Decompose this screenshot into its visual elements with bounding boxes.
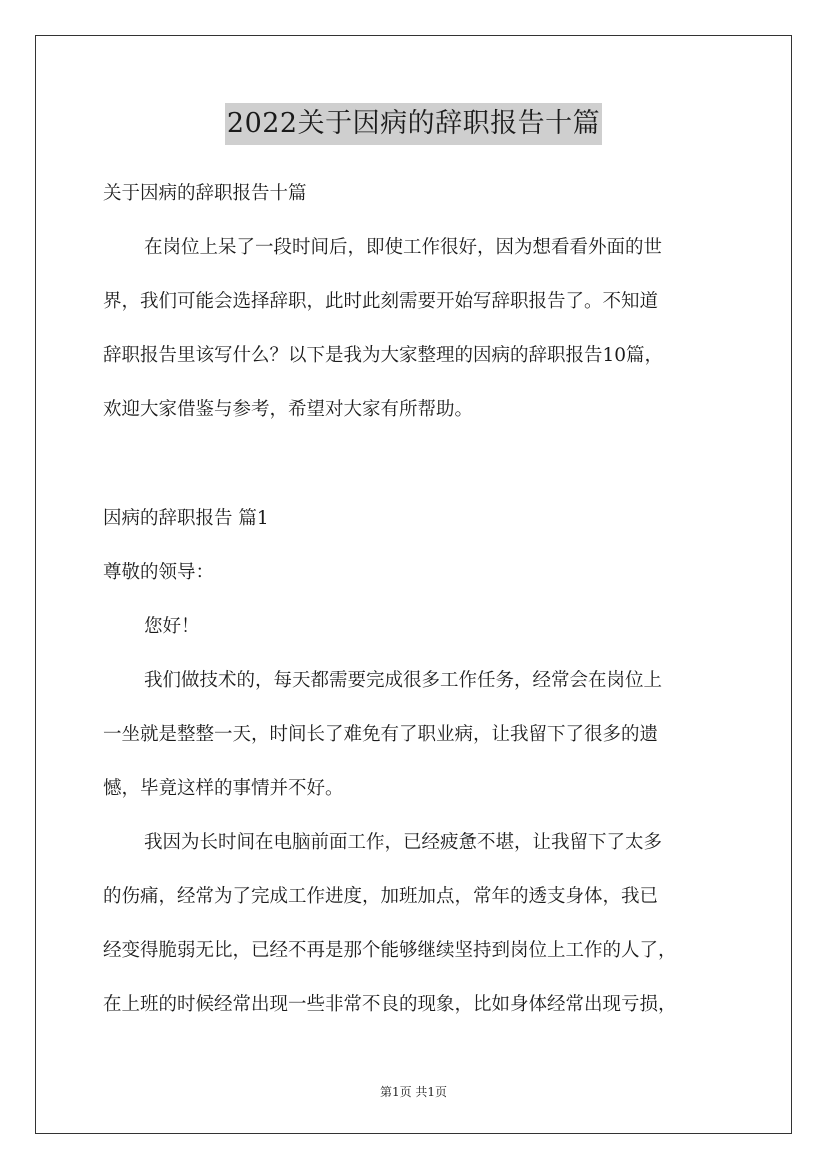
salutation: 尊敬的领导：: [103, 562, 215, 583]
document-subtitle: 关于因病的辞职报告十篇: [103, 183, 307, 204]
section-heading: 因病的辞职报告 篇1: [103, 508, 269, 529]
paragraph1-line-3: 憾，毕竟这样的事情并不好。: [103, 778, 344, 799]
page-number-footer: 第1页 共1页: [379, 1085, 448, 1099]
paragraph1-line-2: 一坐就是整整一天，时间长了难免有了职业病，让我留下了很多的遗: [103, 724, 659, 745]
paragraph2-line-3: 经变得脆弱无比，已经不再是那个能够继续坚持到岗位上工作的人了，: [103, 940, 677, 961]
paragraph2-line-1: 我因为长时间在电脑前面工作，已经疲惫不堪，让我留下了太多: [144, 832, 663, 853]
intro-line-4: 欢迎大家借鉴与参考，希望对大家有所帮助。: [103, 399, 474, 420]
intro-line-2: 界，我们可能会选择辞职，此时此刻需要开始写辞职报告了。不知道: [103, 291, 659, 312]
intro-line-1: 在岗位上呆了一段时间后，即使工作很好，因为想看看外面的世: [144, 237, 663, 258]
document-title: 2022关于因病的辞职报告十篇: [225, 103, 602, 145]
paragraph2-line-2: 的伤痛，经常为了完成工作进度，加班加点，常年的透支身体，我已: [103, 886, 659, 907]
greeting: 您好！: [144, 616, 200, 637]
paragraph1-line-1: 我们做技术的，每天都需要完成很多工作任务，经常会在岗位上: [144, 670, 663, 691]
document-title-block: [0, 102, 827, 145]
intro-line-3: 辞职报告里该写什么？以下是我为大家整理的因病的辞职报告10篇，: [103, 345, 664, 366]
paragraph2-line-4: 在上班的时候经常出现一些非常不良的现象，比如身体经常出现亏损，: [103, 994, 677, 1015]
